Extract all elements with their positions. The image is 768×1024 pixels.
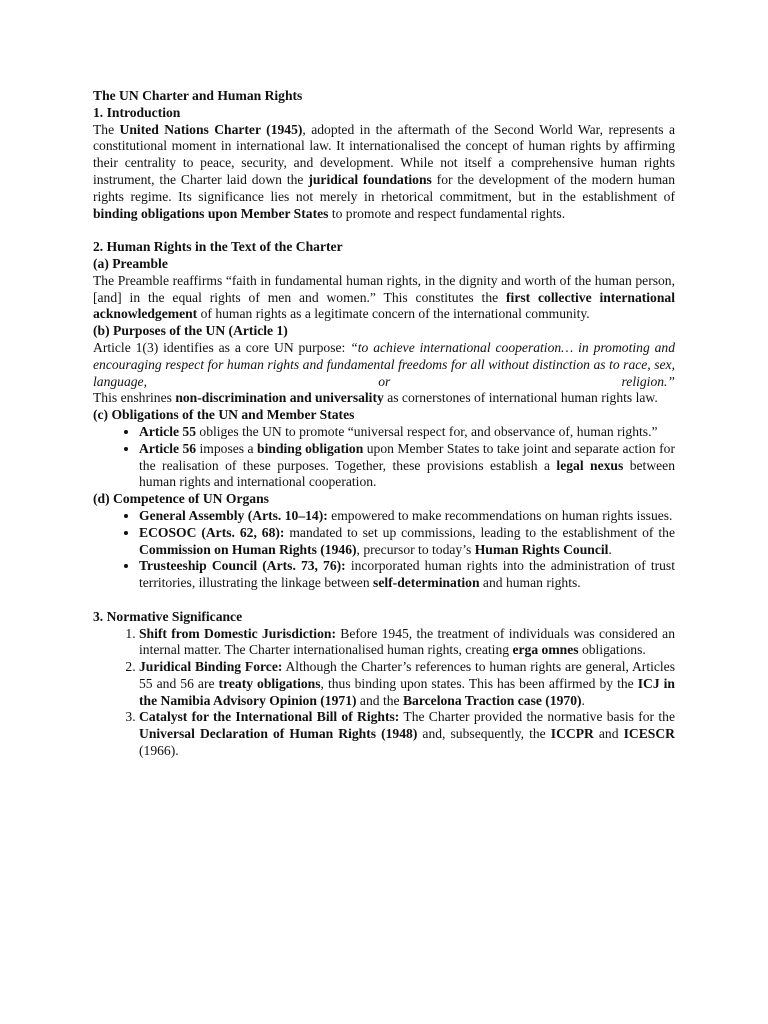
text-run: , precursor to today’s [356, 541, 475, 557]
bold-text: ICESCR [623, 726, 675, 742]
bold-text: self-determination [373, 575, 480, 591]
subsection-b-heading: (b) Purposes of the UN (Article 1) [93, 323, 288, 339]
text-run: imposes a [196, 440, 258, 456]
bold-text: non-discrimination and universality [175, 390, 384, 406]
text-run: upon Member States to take joint and separate action for the realisation of these purposes. Together, these provisions establish a [139, 440, 675, 473]
bold-text: Universal Declaration of Human Rights (1948) [139, 726, 418, 742]
section-3-heading: 3. Normative Significance [93, 608, 243, 624]
text-run: . [608, 541, 612, 557]
text-run: obliges the UN to promote “universal respect for, and observance of, human rights.” [196, 423, 658, 439]
significance-list [93, 626, 675, 760]
text-run: obligations. [578, 642, 646, 658]
subsection-c-heading: (c) Obligations of the UN and Member States [93, 407, 355, 423]
bold-text: Commission on Human Rights (1946) [139, 541, 357, 557]
section-1-heading: 1. Introduction [93, 104, 181, 120]
list-item [139, 441, 675, 491]
article-1-quote-paragraph [93, 340, 675, 390]
spacer [93, 592, 675, 609]
text-run: Although the Charter’s references to human rights are general, Articles 55 and 56 are [139, 659, 676, 691]
text-run: , adopted in the aftermath of the Second World War, represents a constitutional moment in international law. It internationalised the concept of human rights by affirming their centrality to peace, security, and development. While not itself a comprehensive human rights instrument, the Charter laid down the [93, 121, 675, 187]
bold-text: United Nations Charter (1945) [119, 121, 303, 137]
text-run: between human rights and international cooperation. [139, 457, 675, 490]
subsection-a-heading: (a) Preamble [93, 255, 168, 271]
text-run: as cornerstones of international human rights law. [383, 390, 658, 406]
section-2-heading: 2. Human Rights in the Text of the Charter [93, 239, 343, 255]
list-item [139, 709, 675, 759]
text-run: of human rights as a legitimate concern of the international community. [197, 306, 590, 322]
text-run: and [593, 726, 624, 742]
bold-text: Shift from Domestic Jurisdiction: [139, 625, 336, 641]
bold-text: Juridical Binding Force: [139, 659, 283, 675]
bold-text: ICJ in the Namibia Advisory Opinion (1971) [139, 675, 675, 708]
bold-text: binding obligations upon Member States [93, 205, 329, 221]
bold-text: ECOSOC (Arts. 62, 68): [139, 524, 285, 540]
text-run: , thus binding upon states. This has been affirmed by the [320, 675, 638, 691]
introduction-paragraph [93, 122, 675, 223]
bold-text: General Assembly (Arts. 10–14): [139, 507, 328, 523]
text-run: The Preamble reaffirms “faith in fundamental human rights, in the dignity and worth of the human person, [and] in the equal rights of men and women.” This constitutes the [93, 272, 675, 305]
list-item [139, 558, 675, 592]
text-run: mandated to set up commissions, leading to the establishment of the [284, 524, 675, 540]
list-item [139, 525, 675, 559]
text-run: Before 1945, the treatment of individuals was considered an internal matter. The Charter internationalised human rights, creating [139, 625, 676, 658]
bold-text: Human Rights Council [474, 541, 609, 557]
bold-text: legal nexus [556, 457, 624, 473]
text-run: . [581, 692, 585, 708]
list-item [139, 626, 675, 660]
document-title: The UN Charter and Human Rights [93, 88, 303, 103]
text-run: Article 1(3) identifies as a core UN purpose: [93, 339, 351, 355]
spacer [93, 222, 675, 239]
text-run: empowered to make recommendations on human rights issues. [327, 507, 673, 523]
preamble-paragraph [93, 273, 675, 323]
list-item [139, 424, 675, 441]
text-run: to promote and respect fundamental rights. [328, 205, 566, 221]
list-item [139, 508, 675, 525]
bold-text: erga omnes [512, 642, 579, 658]
text-run: This enshrines [93, 390, 176, 406]
organs-list [93, 508, 675, 592]
text-run: The Charter provided the normative basis for the [399, 709, 675, 725]
italic-text: “to achieve international cooperation… in promoting and encouraging respect for human rights and fundamental freedoms for all without distinction as to race, sex, language, or religion.” [93, 339, 676, 389]
bold-text: juridical foundations [308, 171, 432, 187]
bold-text: treaty obligations [218, 675, 321, 691]
bold-text: Catalyst for the International Bill of Rights: [139, 709, 400, 725]
bold-text: Article 55 [139, 423, 196, 439]
document-page [93, 88, 675, 760]
bold-text: binding obligation [257, 440, 364, 456]
bold-text: Barcelona Traction case (1970) [402, 692, 582, 708]
text-run: for the development of the modern human rights regime. Its significance lies not merely in rhetorical commitment, but in the establishment of [93, 171, 675, 204]
universality-paragraph [93, 390, 675, 407]
text-run: and the [356, 692, 403, 708]
text-run: and human rights. [479, 575, 581, 591]
bold-text: first collective international acknowledgement [93, 289, 675, 322]
text-run: and, subsequently, the [417, 726, 551, 742]
text-run: incorporated human rights into the administration of trust territories, illustrating the linkage between [139, 558, 676, 591]
obligations-list [93, 424, 675, 491]
bold-text: ICCPR [550, 726, 594, 742]
subsection-d-heading: (d) Competence of UN Organs [93, 491, 269, 507]
text-run: The [93, 121, 120, 137]
bold-text: Trusteeship Council (Arts. 73, 76): [139, 558, 346, 574]
text-run: (1966). [139, 743, 179, 759]
list-item [139, 659, 675, 709]
bold-text: Article 56 [139, 440, 197, 456]
